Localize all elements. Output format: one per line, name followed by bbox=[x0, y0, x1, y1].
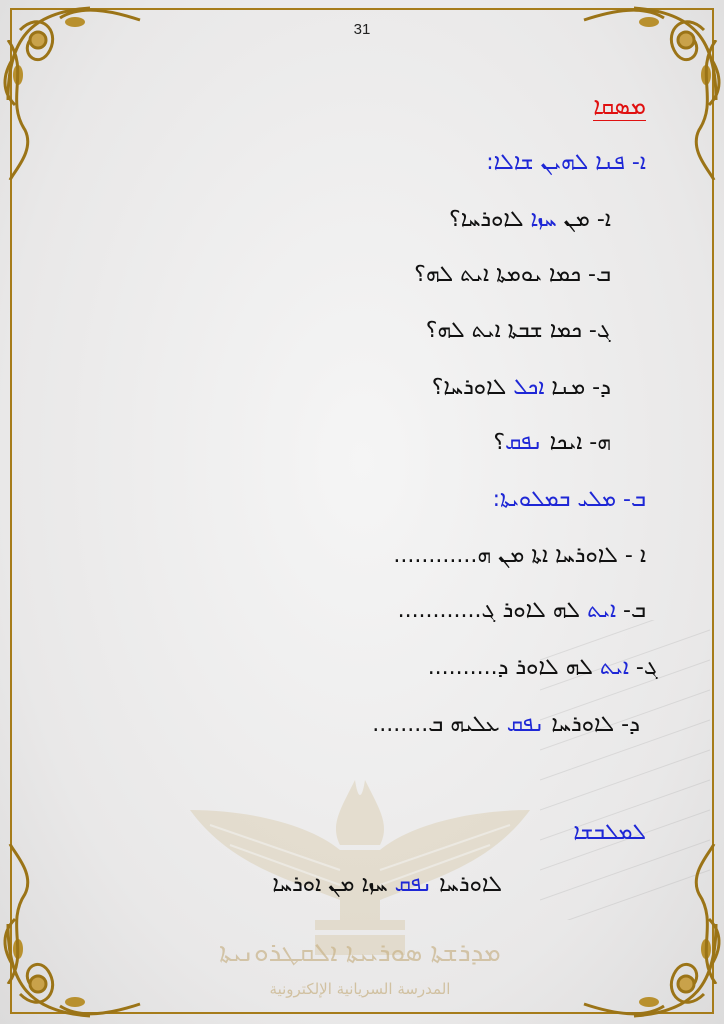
text-run: ܠܗ ܠܐܘܪ ܓ bbox=[481, 598, 588, 623]
text-run: ܡܢܐ bbox=[544, 375, 586, 400]
blank-dots[interactable]: ........ bbox=[372, 712, 429, 737]
question-number: ܒ- bbox=[581, 262, 611, 287]
text-run: ܠܐܘܪܚܐ؟ bbox=[431, 375, 514, 400]
memorize-sentence bbox=[272, 872, 502, 897]
text-run: ܟܡܐ ܫܒܬܐ ܐܝܬ ܠܗ؟ bbox=[425, 318, 582, 343]
text-run: ܠܐܘܪܚܐ ܐܬܐ ܡܢ ܗ bbox=[477, 543, 618, 568]
item-number: ܓ- bbox=[628, 655, 658, 680]
text-run: ؟ bbox=[493, 430, 506, 455]
text-run: ܠܗ ܠܐܘܪ ܕ bbox=[497, 655, 600, 680]
text-run: ܢܦܩ bbox=[505, 430, 543, 455]
ornament-side-icon bbox=[684, 40, 724, 180]
text-run: ܐܝܬ bbox=[587, 598, 617, 623]
section-b-heading: ܒ- ܡܠܝ ܒܡܠܘܝܬܐ: bbox=[492, 487, 646, 512]
memorize-label: ܠܡܠܒܫܐ bbox=[573, 820, 646, 845]
text-run: ܚܙܐ bbox=[530, 207, 557, 232]
fill-blank-line bbox=[393, 543, 646, 568]
text-run: ܠܐܘܪܚܐ bbox=[432, 872, 502, 897]
text-run: ܢܦܩ bbox=[394, 872, 433, 897]
text-run: ܐܟܠ bbox=[513, 375, 545, 400]
watermark-arabic-text: المدرسة السريانية الإلكترونية bbox=[269, 980, 451, 998]
text-run: ܡܢ bbox=[556, 207, 590, 232]
text-run: ܐܝܟܐ bbox=[542, 430, 583, 455]
blank-dots[interactable]: ............ bbox=[393, 543, 478, 568]
watermark-syriac-text: ܡܕܪܫܬܐ ܣܘܪܝܝܬܐ ܐܠܩܛܪܘܢܝܬܐ bbox=[219, 938, 501, 968]
text-run: ܐܝܬ bbox=[599, 655, 629, 680]
page-number: 31 bbox=[353, 21, 371, 38]
text-run: ܟܡܐ ܝܘܡܬܐ ܐܝܬ ܠܗ؟ bbox=[414, 262, 582, 287]
text-run: ܠܐܘܪܚܐ؟ bbox=[449, 207, 531, 232]
ornament-side-icon bbox=[684, 844, 724, 984]
section-a-heading: ܐ- ܦܢܐ ܠܗܝܢ ܫܐܠܐ: bbox=[486, 150, 646, 175]
question-number: ܓ- bbox=[581, 318, 611, 343]
question-number: ܗ- bbox=[582, 430, 611, 455]
item-number: ܒ- bbox=[616, 598, 646, 623]
text-run: ܥܠܝܗ ܒ bbox=[428, 712, 507, 737]
item-number: ܕ- bbox=[614, 712, 640, 737]
page-title: ܡܣܩܐ bbox=[593, 92, 646, 120]
question-line bbox=[426, 318, 611, 343]
fill-blank-line bbox=[398, 598, 646, 623]
ornament-side-icon bbox=[0, 40, 40, 180]
question-line bbox=[493, 430, 611, 455]
item-number: ܐ - bbox=[617, 543, 646, 568]
ornament-side-icon bbox=[0, 844, 40, 984]
fill-blank-line bbox=[372, 712, 640, 737]
text-run: ܢܦܩ bbox=[506, 712, 545, 737]
blank-dots[interactable]: ............ bbox=[397, 598, 482, 623]
text-run: ܠܐܘܪܚܐ bbox=[544, 712, 615, 737]
question-line bbox=[414, 262, 611, 287]
blank-dots[interactable]: .......... bbox=[427, 655, 498, 680]
question-line bbox=[449, 207, 611, 232]
question-number: ܕ- bbox=[585, 375, 611, 400]
question-line bbox=[432, 375, 611, 400]
question-number: ܐ- bbox=[589, 207, 611, 232]
text-run: ܚܙܐ ܡܢ ܐܘܪܚܐ bbox=[272, 872, 395, 897]
fill-blank-line bbox=[428, 655, 658, 680]
